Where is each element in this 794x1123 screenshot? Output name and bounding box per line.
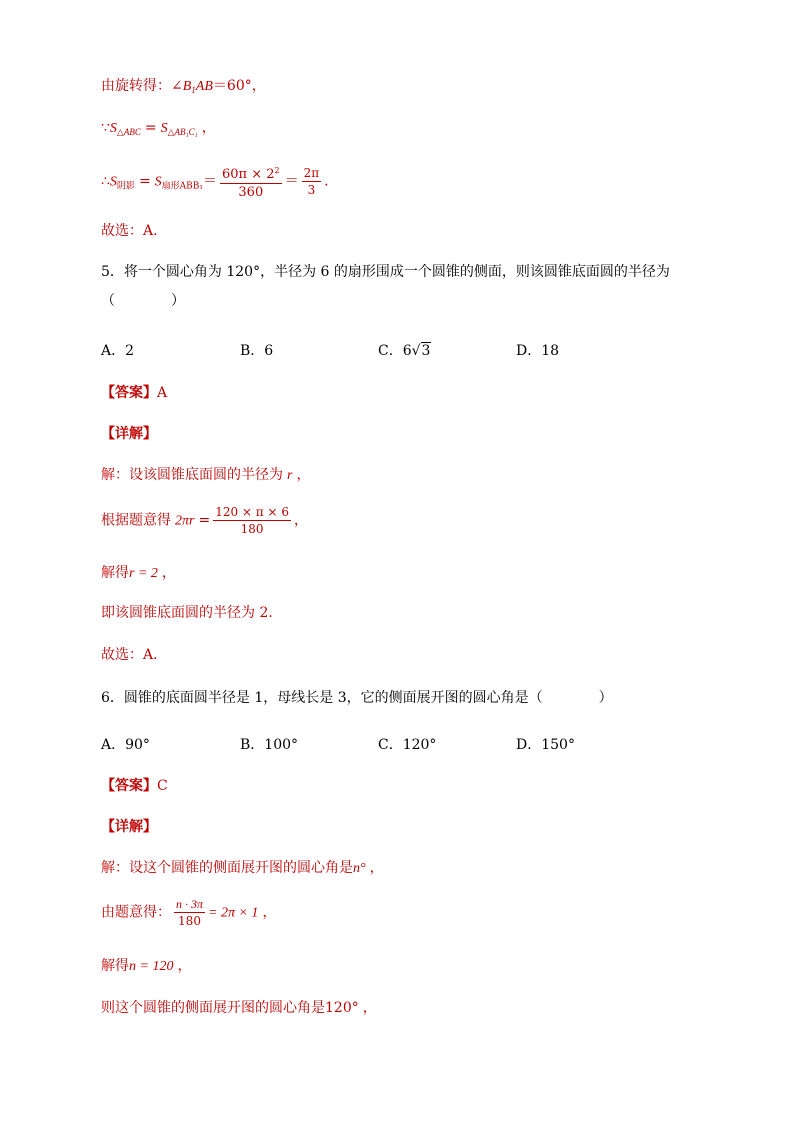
q6-step2	[101, 896, 276, 929]
q5-step3-expr: r = 2	[129, 566, 158, 581]
q5-option-c	[378, 341, 431, 361]
rotation-angle: ∠B	[171, 79, 192, 94]
q6-step3-tail: ，	[177, 958, 192, 974]
shaded-fraction-1-numerator	[220, 162, 282, 184]
q5-step1-tail: ，	[296, 467, 311, 483]
q5-step2-text: 根据题意得	[101, 512, 171, 529]
q6-step2-tail: ，	[262, 904, 277, 921]
shaded-s2: S	[154, 174, 162, 190]
q5-options	[0, 341, 794, 361]
q5-answer-line	[101, 383, 167, 403]
q6-answer-label: 【答案】	[101, 778, 157, 794]
q5-step3	[101, 563, 176, 584]
q5-step2-fraction	[213, 504, 291, 537]
therefore-symbol: ∴	[101, 173, 110, 190]
rotation-angle-rest: AB	[195, 79, 213, 94]
area-s2: S	[160, 121, 168, 136]
q5-option-c-radicand: 3	[421, 343, 431, 359]
shaded-fraction-1-num-sup: 2	[274, 166, 280, 175]
shaded-area-line	[101, 162, 329, 201]
q6-step2-rhs: = 2π × 1	[208, 905, 259, 921]
q6-step2-text: 由题意得：	[101, 904, 171, 921]
q6-step4-text: 则这个圆锥的侧面展开图的圆心角是	[101, 1000, 325, 1016]
shaded-fraction-1-num-base: 60π × 2	[222, 167, 275, 182]
q5-detail-label: 【详解】	[101, 426, 157, 442]
area-s1: S	[109, 121, 117, 136]
q6-option-d: D．150°	[516, 737, 575, 753]
shaded-s1-sub: 阴影	[116, 181, 135, 192]
q5-step5: 故选：A．	[101, 647, 168, 663]
q6-step1-var: n°	[353, 861, 366, 876]
rotation-prefix: 由旋转得：	[101, 78, 171, 94]
q5-step2-lhs: 2πr	[175, 513, 195, 529]
shaded-fraction-2	[302, 165, 322, 198]
q5-step2-denominator: 180	[240, 522, 264, 536]
q5-step2-eq: =	[198, 512, 211, 529]
q6-step4-tail: ，	[362, 1000, 377, 1016]
q5-blank: （ ）	[101, 293, 185, 309]
q5-answer-value: A	[157, 385, 168, 401]
q6-step3	[101, 956, 191, 977]
q5-option-b: B．6	[240, 343, 274, 359]
shaded-eq2: ＝	[203, 173, 218, 190]
q6-option-a: A．90°	[101, 737, 150, 753]
q6-options	[0, 735, 794, 755]
q6-option-c: C．120°	[378, 737, 437, 753]
q5-step3-tail: ，	[161, 565, 176, 581]
area-eq: =	[144, 120, 157, 136]
q5-step1-text: 解：设该圆锥底面圆的半径为	[101, 467, 283, 483]
shaded-s2-sub: 扇形ABB₁	[161, 181, 204, 192]
shaded-fraction-2-denominator: 3	[307, 183, 316, 197]
shaded-eq1: =	[138, 173, 151, 190]
q6-step2-denominator: 180	[178, 914, 201, 928]
area-equal-line	[101, 118, 216, 142]
shaded-fraction-1	[220, 162, 282, 201]
q6-step1	[101, 858, 384, 879]
q5-stem: 5．将一个圆心角为 120°，半径为 6 的扇形围成一个圆锥的侧面，则该圆锥底面圆的半径为	[101, 264, 670, 280]
rotation-tail: ＝60°，	[212, 78, 266, 94]
rotation-line	[101, 76, 266, 100]
shaded-tail: .	[324, 173, 329, 190]
q5-step2-numerator: 120 × π × 6	[215, 505, 289, 519]
q6-step1-text: 解：设这个圆锥的侧面展开图的圆心角是	[101, 860, 353, 876]
q6-step4	[101, 998, 377, 1018]
q5-option-c-label: C．6	[378, 343, 412, 359]
area-s1-sub: △ABC	[116, 127, 141, 137]
q6-step3-expr: n = 120	[129, 959, 174, 974]
q5-step4: 即该圆锥底面圆的半径为 2．	[101, 605, 283, 621]
q5-step3-text: 解得	[101, 565, 129, 581]
area-s2-sub: △AB₁C₁	[167, 127, 198, 137]
sqrt-sign: √	[411, 343, 421, 359]
q5-answer-label: 【答案】	[101, 385, 157, 401]
q6-option-b: B．100°	[240, 737, 299, 753]
q6-answer-line	[101, 776, 168, 796]
q6-answer-value: C	[157, 778, 168, 794]
q5-step1	[101, 465, 310, 486]
area-equal-tail: ，	[201, 120, 216, 136]
q6-step2-numerator: n · 3π	[176, 897, 204, 911]
q5-step2-tail: ，	[294, 512, 308, 529]
q5-option-a: A．2	[101, 343, 135, 359]
because-symbol: ∵	[101, 120, 110, 136]
q5-step1-var: r	[287, 468, 293, 483]
q6-detail-label: 【详解】	[101, 819, 157, 835]
q6-step4-expr: 120°	[325, 1000, 359, 1016]
q6-step2-fraction	[174, 896, 205, 929]
prev-choose-line: 故选：A.	[101, 223, 158, 239]
q6-stem: 6．圆锥的底面圆半径是 1，母线长是 3，它的侧面展开图的圆心角是（ ）	[101, 690, 613, 706]
q6-step1-tail: ，	[369, 860, 384, 876]
shaded-fraction-2-numerator: 2π	[303, 166, 320, 180]
q5-step2	[101, 504, 308, 537]
q5-option-d: D．18	[516, 343, 560, 359]
shaded-eq3: ＝	[284, 173, 299, 190]
shaded-fraction-1-denominator: 360	[238, 185, 264, 200]
rotation-angle-sub: 1	[191, 85, 196, 95]
q6-step3-text: 解得	[101, 958, 129, 974]
shaded-s1: S	[109, 174, 117, 190]
